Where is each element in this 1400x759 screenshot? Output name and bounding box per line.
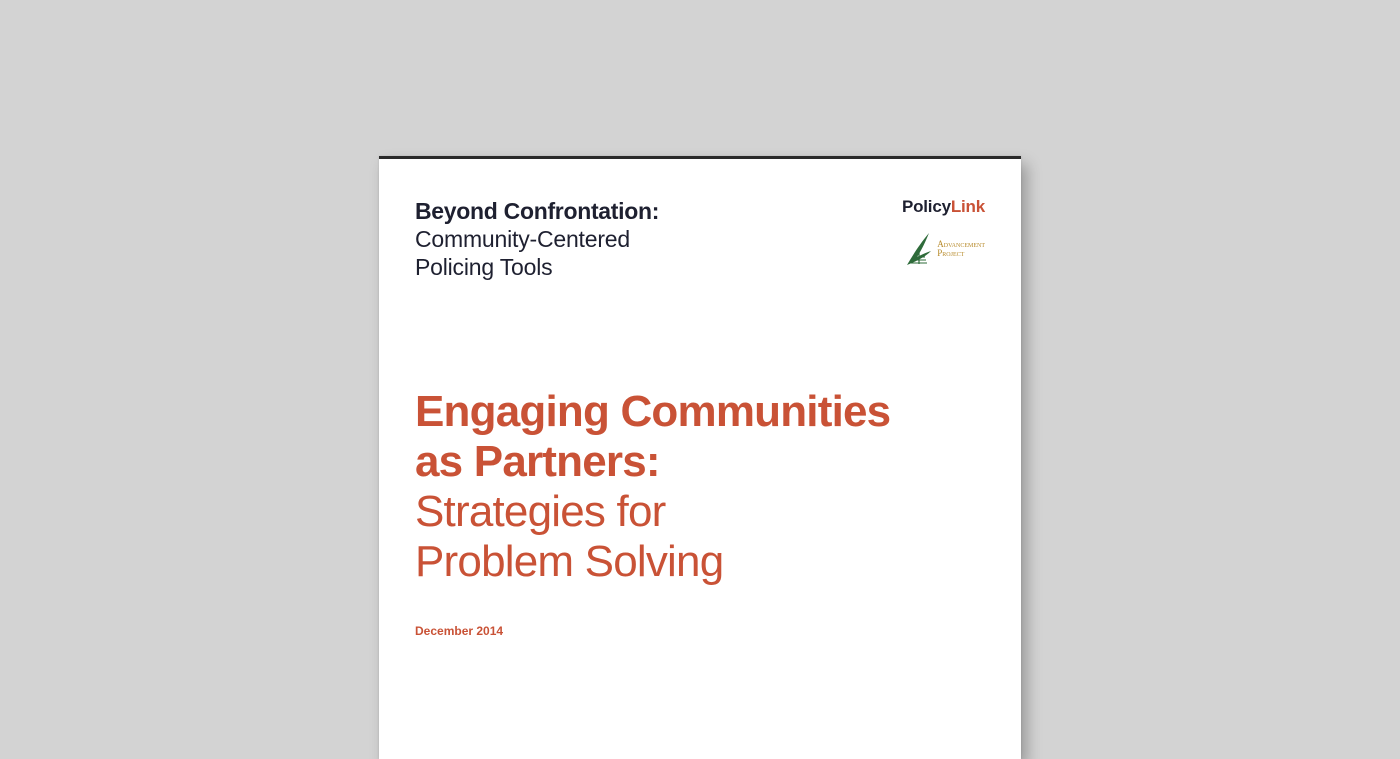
- publisher-logos: [902, 197, 985, 267]
- advancement-line1: Advancement: [937, 239, 985, 249]
- report-title-line2: as Partners:: [415, 437, 660, 486]
- series-heading: [415, 197, 659, 281]
- policylink-logo-part1: Policy: [901, 197, 951, 216]
- advancement-project-logo: [902, 231, 985, 267]
- series-subtitle-line1: Community-Centered: [415, 226, 630, 252]
- advancement-project-icon: [905, 231, 935, 267]
- report-subtitle-line1: Strategies for: [415, 487, 666, 536]
- policylink-logo-part2: Link: [950, 197, 985, 216]
- report-title: [415, 387, 890, 587]
- series-subtitle-line2: Policing Tools: [415, 254, 553, 280]
- advancement-project-wordmark: [937, 240, 985, 258]
- policylink-logo: [902, 197, 985, 217]
- document-cover: [379, 156, 1021, 759]
- report-title-line1: Engaging Communities: [415, 387, 891, 436]
- publication-date: December 2014: [415, 624, 504, 638]
- advancement-line2: Project: [937, 248, 965, 258]
- series-title: Beyond Confrontation:: [415, 198, 660, 224]
- report-subtitle-line2: Problem Solving: [415, 537, 724, 586]
